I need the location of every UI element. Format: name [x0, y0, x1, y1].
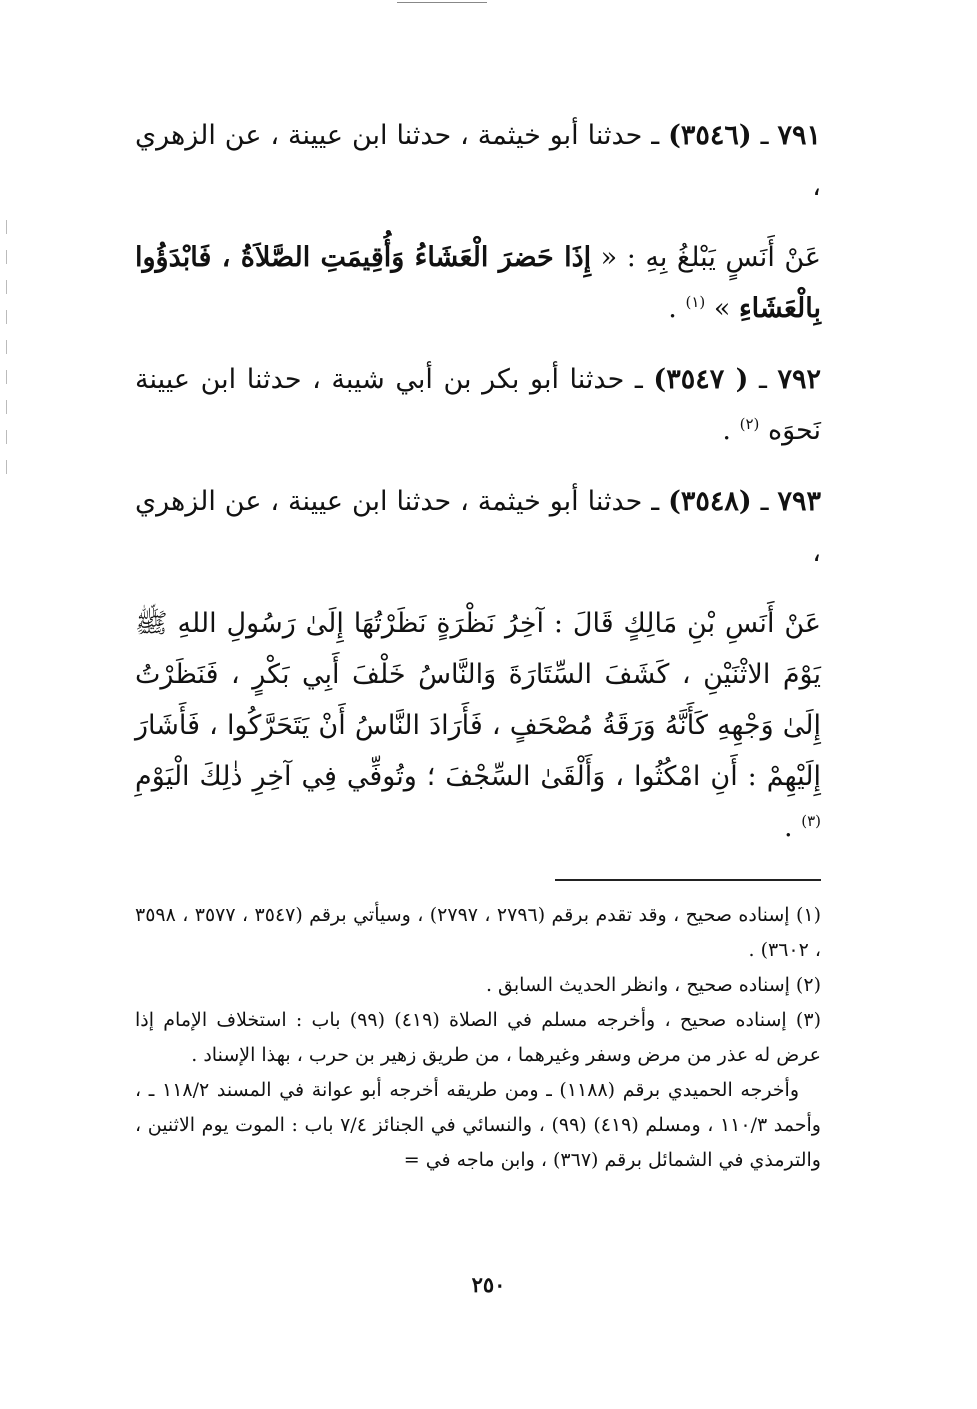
- hadith-ref: (٣٥٤٦): [668, 120, 752, 151]
- hadith-793: [135, 476, 821, 578]
- matn-intro: عَنْ أَنَسٍ يَبْلغُ بِهِ : «: [600, 242, 822, 273]
- separator: ـ: [651, 486, 660, 517]
- footnote-3: (٣) إسناده صحيح ، وأخرجه مسلم في الصلاة (٤١٩) (٩٩) باب : استخلاف الإمام إذا عرض له عذر من مرض وسفر وغيرهما ، من طريق زهير بن حرب ، بهذا الإسناد .: [135, 1009, 821, 1066]
- period: .: [722, 415, 731, 446]
- footnote-2: (٢) إسناده صحيح ، وانظر الحديث السابق .: [485, 974, 821, 996]
- isnad: حدثنا أبو خيثمة ، حدثنا ابن عيينة ، عن الزهري ،: [135, 486, 821, 568]
- isnad: حدثنا أبو خيثمة ، حدثنا ابن عيينة ، عن الزهري ،: [135, 120, 821, 202]
- footnote-mark[interactable]: (١): [685, 293, 706, 311]
- hadith-792: [135, 354, 821, 456]
- hadith-ref: (٣٥٤٨): [668, 486, 752, 517]
- scan-edge-marks: [6, 220, 7, 480]
- top-rule: [397, 2, 487, 3]
- hadith-793-matn: [135, 598, 821, 853]
- footnotes: [135, 898, 821, 1178]
- hadith-791: [135, 110, 821, 212]
- hadith-number: ٧٩٣: [777, 486, 821, 517]
- period: .: [668, 293, 677, 324]
- page-number: ٢٥٠: [471, 1272, 506, 1297]
- separator: ـ: [758, 364, 767, 395]
- separator: ـ: [760, 120, 769, 151]
- footnote-mark[interactable]: (٣): [801, 812, 821, 830]
- footnote-1: (١) إسناده صحيح ، وقد تقدم برقم (٢٧٩٦ ، ٢٧٩٧) ، وسيأتي برقم (٣٥٤٧ ، ٣٥٧٧ ، ٣٥٩٨ ، ٣٦٠٢) .: [135, 904, 822, 961]
- main-text: [135, 110, 821, 853]
- period: .: [784, 812, 793, 843]
- matn: عَنْ أَنَسِ بْنِ مَالِكٍ قَالَ : آخِرُ نَظْرَةٍ نَظَرْتُهَا إِلَىٰ رَسُولِ اللهِ ﷺ يَوْمَ الاثْنَيْنِ ، كَشَفَ السِّتَارَةَ وَالنَّاسُ خَلْفَ أَبِي بَكْرٍ ، فَنَظَرْتُ إِلَىٰ وَجْهِهِ كَأَنَّهُ وَرَقَةُ مُصْحَفٍ ، فَأَرَادَ النَّاسُ أَنْ يَتَحَرَّكُوا ، فَأَشَارَ إِلَيْهِمْ : أَنِ امْكُثُوا ، وَأَلْقَىٰ السِّجْفَ ؛ وتُوفِّي فِي آخِرِ ذٰلِكَ الْيَوْمِ: [135, 608, 821, 792]
- separator: ـ: [634, 364, 643, 395]
- separator: ـ: [651, 120, 660, 151]
- footnote-mark[interactable]: (٢): [739, 415, 760, 433]
- hadith-number: ٧٩٢: [777, 364, 821, 395]
- footnote-3-continued: وأخرجه الحميدي برقم (١١٨٨) ـ ومن طريقه أخرجه أبو عوانة في المسند ١١٨/٢ ـ ، وأحمد ١١٠/٣ ، ومسلم (٤١٩) (٩٩) ، والنسائي في الجنائز ٧/٤ باب : الموت يوم الاثنين ، والترمذي في الشمائل برقم (٣٦٧) ، وابن ماجه في =: [135, 1079, 821, 1171]
- hadith-791-matn: [135, 232, 821, 334]
- matn-close: »: [713, 293, 731, 324]
- separator: ـ: [760, 486, 769, 517]
- hadith-ref: ( ٣٥٤٧): [653, 364, 749, 395]
- matn: إِذَا حَضرَ الْعَشَاءُ وَأُقِيمَتِ الصَّلاَةُ ، فَابْدَؤُوا بِالْعَشَاءِ: [135, 242, 821, 324]
- isnad: حدثنا أبو بكر بن أبي شيبة ، حدثنا ابن عيينة نَحوَه: [135, 364, 821, 446]
- footnote-divider: [555, 879, 821, 881]
- hadith-number: ٧٩١: [777, 120, 821, 151]
